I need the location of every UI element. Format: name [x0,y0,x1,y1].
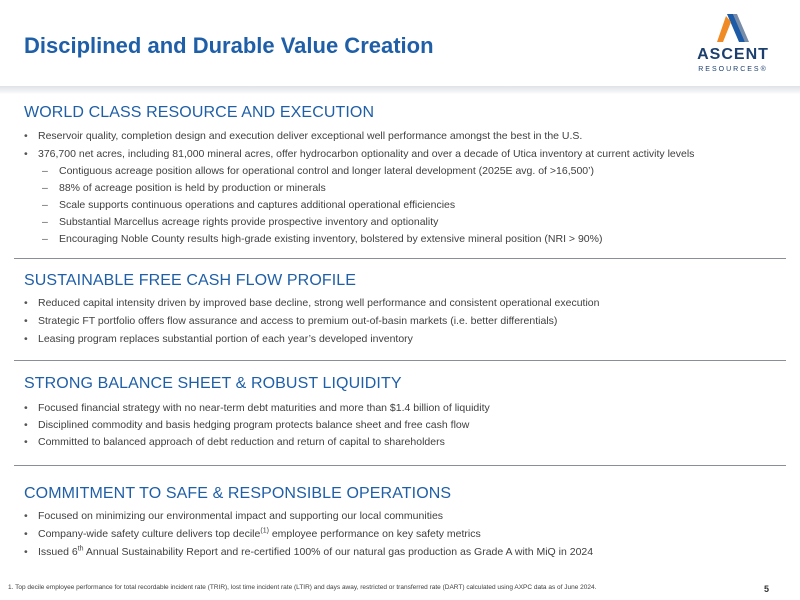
page-title: Disciplined and Durable Value Creation [24,33,434,58]
logo-subtitle: RESOURCES® [698,66,768,73]
section-divider [14,360,786,361]
logo-wordmark: ASCENT [697,46,769,63]
ordinal-suffix: th [77,545,84,553]
section-heading: COMMITMENT TO SAFE & RESPONSIBLE OPERATIONS [24,485,452,502]
section-heading: STRONG BALANCE SHEET & ROBUST LIQUIDITY [24,375,402,392]
header-divider [0,86,800,94]
section-divider [14,465,786,466]
ascent-resources-logo [683,8,783,88]
section-heading: WORLD CLASS RESOURCE AND EXECUTION [24,104,375,121]
section-heading: SUSTAINABLE FREE CASH FLOW PROFILE [24,272,357,289]
section-divider [14,258,786,259]
footnote: 1. Top decile employee performance for total recordable incident rate (TRIR), lost time incident rate (LTIR) and days away, restricted or transferred rate (DART) calculated using AXPC data as of June 2024. [8,584,597,591]
mountain-logo-icon [715,10,751,44]
footnote-reference: (1) [260,527,269,535]
page-number: 5 [764,584,770,594]
